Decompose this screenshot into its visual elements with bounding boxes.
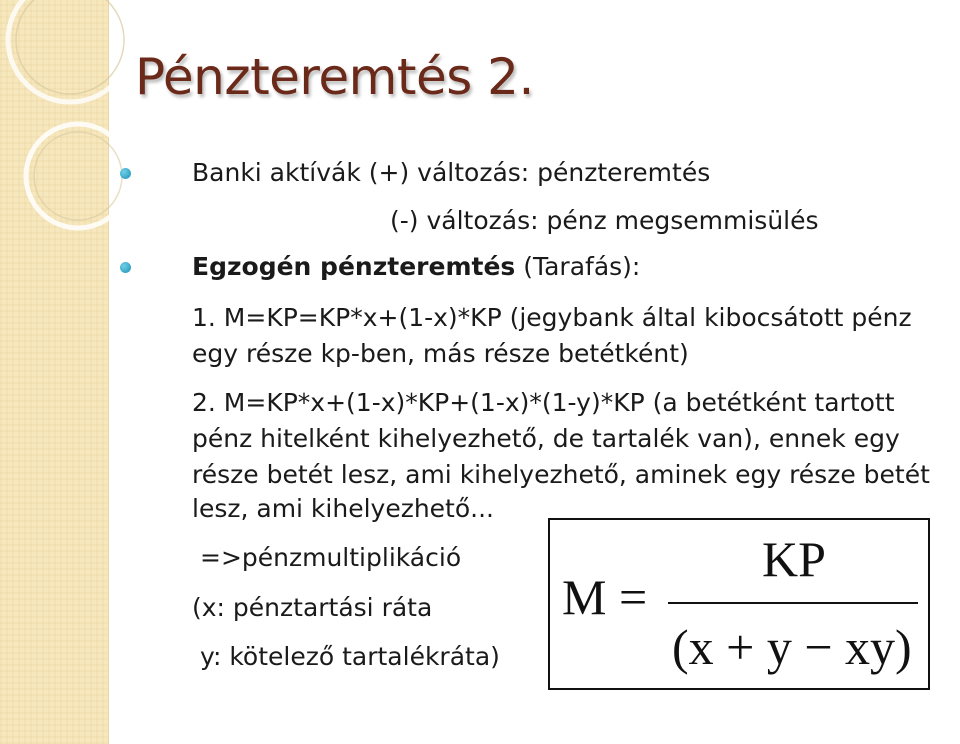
multiplier-note: =>pénzmultiplikáció bbox=[200, 543, 462, 572]
item2-line4: lesz, ami kihelyezhető... bbox=[192, 494, 494, 523]
exogenous-rest-text: (Tarafás): bbox=[515, 252, 641, 281]
y-definition: y: kötelező tartalékráta) bbox=[200, 642, 500, 671]
multiplier-formula-box bbox=[548, 518, 930, 690]
bullet-assets-line: Banki aktívák (+) változás: pénzteremtés bbox=[192, 158, 711, 187]
item2-line1: 2. M=KP*x+(1-x)*KP+(1-x)*(1-y)*KP (a betétként tartott bbox=[192, 388, 895, 417]
formula-lhs: M = bbox=[562, 569, 648, 625]
item1-line1: 1. M=KP=KP*x+(1-x)*KP (jegybank által kibocsátott pénz bbox=[192, 303, 912, 332]
bullet-assets-negative-line: (-) változás: pénz megsemmisülés bbox=[390, 206, 819, 235]
bullet-exogenous-line bbox=[192, 252, 640, 282]
bullet-dot-icon bbox=[120, 262, 131, 273]
item2-line3: része betét lesz, ami kihelyezhető, aminek egy része betét bbox=[192, 460, 930, 489]
bullet-dot-icon bbox=[120, 168, 131, 179]
item2-line2: pénz hitelként kihelyezhető, de tartalék van), ennek egy bbox=[192, 424, 900, 453]
decorative-rings bbox=[0, 0, 200, 300]
slide-title: Pénzteremtés 2. bbox=[135, 48, 534, 106]
x-definition: (x: pénztartási ráta bbox=[192, 593, 433, 622]
exogenous-bold-text: Egzogén pénzteremtés bbox=[192, 252, 516, 281]
formula-fraction-bar bbox=[668, 602, 918, 604]
formula-denominator: (x + y − xy) bbox=[672, 619, 912, 675]
formula-numerator: KP bbox=[762, 531, 826, 587]
item1-line2: egy része kp-ben, más része betétként) bbox=[192, 339, 689, 368]
